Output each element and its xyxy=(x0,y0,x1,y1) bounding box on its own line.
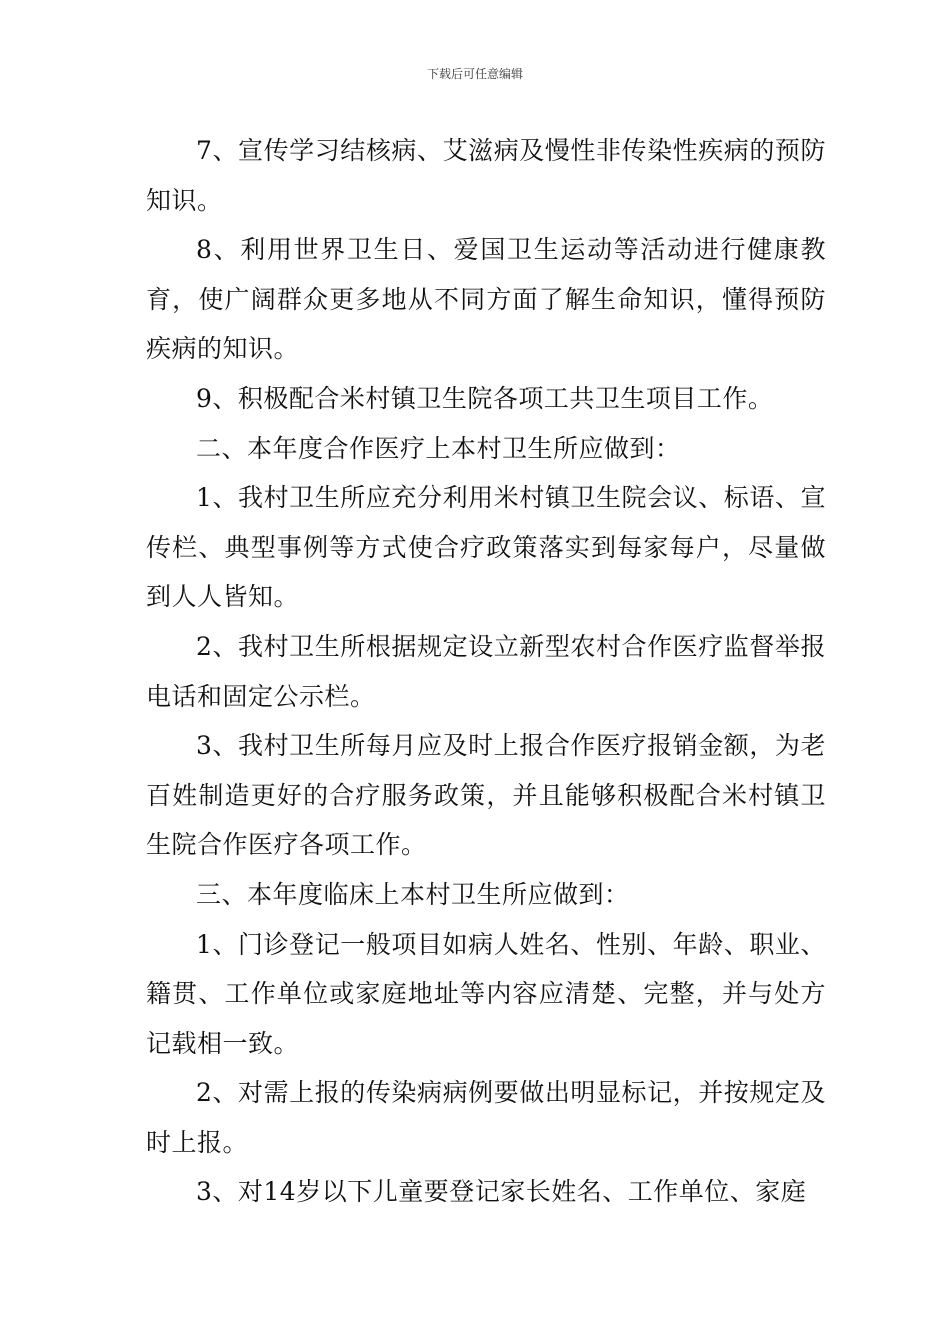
section-heading-3: 三、本年度临床上本村卫生所应做到： xyxy=(196,879,630,909)
document-body xyxy=(146,126,826,1217)
paragraph-6: 3、我村卫生所每月应及时上报合作医疗报销金额，为老百姓制造更好的合疗服务政策，并且能够积极配合米村镇卫生院合作医疗各项工作。 xyxy=(146,731,826,860)
section-heading-2: 二、本年度合作医疗上本村卫生所应做到： xyxy=(196,433,681,463)
paragraph-9: 3、对14岁以下儿童要登记家长姓名、工作单位、家庭 xyxy=(196,1177,807,1207)
paragraph-3: 9、积极配合米村镇卫生院各项工共卫生项目工作。 xyxy=(196,383,774,413)
paragraph-1: 7、宣传学习结核病、艾滋病及慢性非传染性疾病的预防知识。 xyxy=(146,136,826,215)
paragraph-8: 2、对需上报的传染病病例要做出明显标记，并按规定及时上报。 xyxy=(146,1078,826,1157)
paragraph-5: 2、我村卫生所根据规定设立新型农村合作医疗监督举报电话和固定公示栏。 xyxy=(146,631,826,711)
paragraph-4: 1、我村卫生所应充分利用米村镇卫生院会议、标语、宣传栏、典型事例等方式使合疗政策落实到每家每户，尽量做到人人皆知。 xyxy=(146,483,826,612)
paragraph-2: 8、利用世界卫生日、爱国卫生运动等活动进行健康教育，使广阔群众更多地从不同方面了解生命知识，懂得预防疾病的知识。 xyxy=(146,235,826,364)
paragraph-7: 1、门诊登记一般项目如病人姓名、性别、年龄、职业、籍贯、工作单位或家庭地址等内容应清楚、完整，并与处方记载相一致。 xyxy=(146,929,826,1058)
page-header: 下载后可任意编辑 xyxy=(426,67,523,81)
